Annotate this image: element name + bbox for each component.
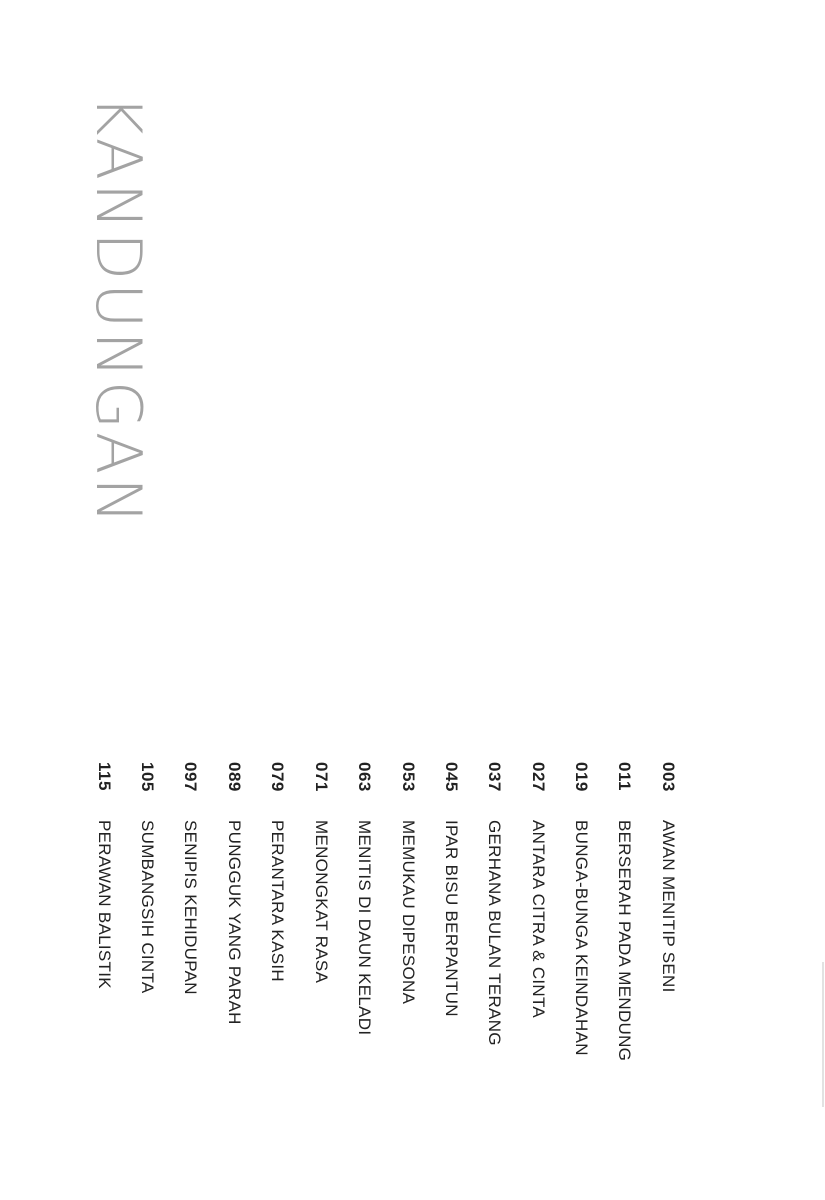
toc-title: SENIPIS KEHIDUPAN: [181, 820, 200, 995]
toc-entry[interactable]: [612, 762, 636, 1122]
toc-row: [135, 762, 159, 994]
toc-page-number: 089: [225, 762, 244, 792]
contents-heading-text: KANDUNGAN: [82, 95, 155, 527]
toc-title: ANTARA CITRA & CINTA: [529, 820, 548, 1019]
toc-row: [352, 762, 376, 1035]
toc-entry[interactable]: [656, 762, 680, 1122]
toc-entry[interactable]: [526, 762, 550, 1122]
toc-page-number: 063: [355, 762, 374, 792]
toc-row: [439, 762, 463, 1017]
toc-title: PERAWAN BALISTIK: [95, 820, 114, 989]
toc-entry[interactable]: [135, 762, 159, 1122]
toc-entry[interactable]: [352, 762, 376, 1122]
toc-entry[interactable]: [92, 762, 116, 1122]
toc-page-number: 097: [181, 762, 200, 792]
toc-page-number: 027: [529, 762, 548, 792]
toc-title: MENITIS DI DAUN KELADI: [355, 820, 374, 1036]
toc-row: [396, 762, 420, 1004]
toc-row: [569, 762, 593, 1056]
toc-title: BERSERAH PADA MENDUNG: [615, 820, 634, 1062]
toc-title: MEMUKAU DIPESONA: [399, 820, 418, 1005]
toc-row: [265, 762, 289, 982]
toc-entry[interactable]: [222, 762, 246, 1122]
toc-page-number: 115: [95, 762, 114, 791]
toc-title: IPAR BISU BERPANTUN: [442, 820, 461, 1017]
toc-title: PUNGGUK YANG PARAH: [225, 820, 244, 1025]
toc-row: [92, 762, 116, 989]
toc-row: [526, 762, 550, 1018]
toc-title: AWAN MENITIP SENI: [659, 820, 678, 993]
toc-title: BUNGA-BUNGA KEINDAHAN: [572, 820, 591, 1056]
toc-entry[interactable]: [569, 762, 593, 1122]
toc-row: [178, 762, 202, 995]
toc-page-number: 019: [572, 762, 591, 792]
toc-entry[interactable]: [396, 762, 420, 1122]
toc-row: [222, 762, 246, 1025]
toc-title: SUMBANGSIH CINTA: [138, 820, 157, 994]
toc-page-number: 053: [399, 762, 418, 792]
toc-entry[interactable]: [482, 762, 506, 1122]
toc-page-number: 071: [312, 762, 331, 792]
toc-page-number: 011: [615, 762, 634, 791]
toc-page-number: 003: [659, 762, 678, 792]
toc-entry[interactable]: [265, 762, 289, 1122]
toc-entry[interactable]: [439, 762, 463, 1122]
toc-row: [656, 762, 680, 993]
toc-row: [309, 762, 333, 983]
toc-page-number: 037: [485, 762, 504, 792]
toc-row: [482, 762, 506, 1046]
toc-entry[interactable]: [309, 762, 333, 1122]
toc-entry[interactable]: [178, 762, 202, 1122]
page-edge-mark: [822, 962, 824, 1107]
toc-page-number: 045: [442, 762, 461, 792]
toc-row: [612, 762, 636, 1061]
toc-title: PERANTARA KASIH: [268, 820, 287, 982]
toc-page-number: 105: [138, 762, 157, 792]
toc-page-number: 079: [268, 762, 287, 792]
toc-title: GERHANA BULAN TERANG: [485, 820, 504, 1046]
toc-title: MENONGKAT RASA: [312, 820, 331, 984]
